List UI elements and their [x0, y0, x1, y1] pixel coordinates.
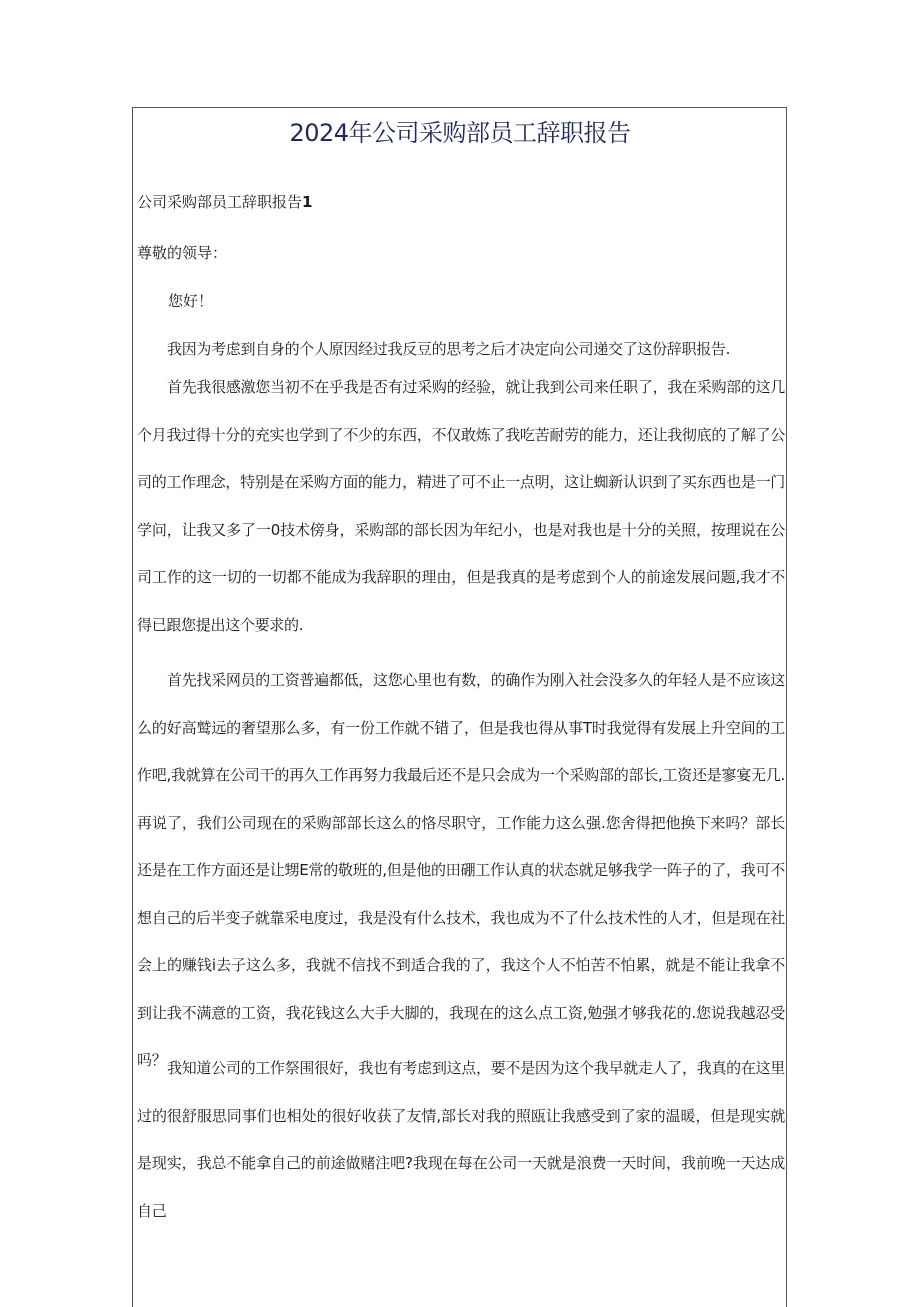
- paragraph-reason: 我因为考虑到自身的个人原因经过我反豆的思考之后才决定向公司递交了这份辞职报告.: [167, 340, 731, 358]
- paragraph-salary: 首先找采网员的工资普遍都低，这您心里也有数，的确作为刚入社会没多久的年轻人是不应该这么的好高鹫远的奢望那么多，有一份工作就不错了，但是我也得从事T时我觉得有发展上升空间的工作吧,我就算在公司干的再久工作再努力我最后还不是只会成为一个采购部的部长,工资还是寥宴无几.再说了，我们公司现在的采购部部长这么的恪尽职守，工作能力这么强.您舍得把他换下来吗？部长还是在工作方面还是让甥E常的敬班的,但是他的田硼工作认真的状态就足够我学一阵子的了，我可不想自己的后半变子就靠采电度过，我是没有什么技术，我也成为不了什么技术性的人才，但是现在社会上的赚钱i去子这么多，我就不信找不到适合我的了，我这个人不怕苦不怕累，就是不能让我拿不到让我不满意的工资，我花钱这么大手大脚的，我现在的这么点工资,勉强才够我花的.您说我越忍受吗？: [137, 671, 785, 1069]
- report-subheading: [137, 191, 312, 213]
- subheading-number: 1: [302, 193, 313, 211]
- paragraph-gratitude: 首先我很感激您当初不在乎我是否有过采购的经验，就让我到公司来任职了，我在采购部的这几个月我过得十分的充实也学到了不少的东西，不仅敢炼了我吃苦耐劳的能力，还让我彻底的了解了公司的工作理念，特别是在采购方面的能力，精进了可不止一点明，这让蜘新认识到了买东西也是一门学问，让我又多了一0技术傍身，采购部的部长因为年纪小，也是对我也是十分的关照，按理说在公司工作的这一切的一切都不能成为我辞职的理由，但是我真的是考虑到个人的前途发展问题,我才不得已跟您提出这个要求的.: [137, 378, 785, 634]
- document-title: 2024年公司采购部员工辞职报告: [289, 119, 631, 147]
- greeting: 您好！: [168, 292, 214, 310]
- salutation: 尊敬的领导：: [137, 244, 228, 262]
- paragraph-environment: 我知道公司的工作祭围很好，我也有考虑到这点，要不是因为这个我早就走人了，我真的在这里过的很舒服思同事们也相处的很好收获了友情,部长对我的照瓯让我感受到了家的温暖，但是现实就是现实，我总不能拿自己的前途做赌注吧?我现在每在公司一天就是浪费一天时间，我前晚一天达成自己: [137, 1059, 785, 1220]
- subheading-text: 公司采购部员工辞职报告: [137, 193, 303, 211]
